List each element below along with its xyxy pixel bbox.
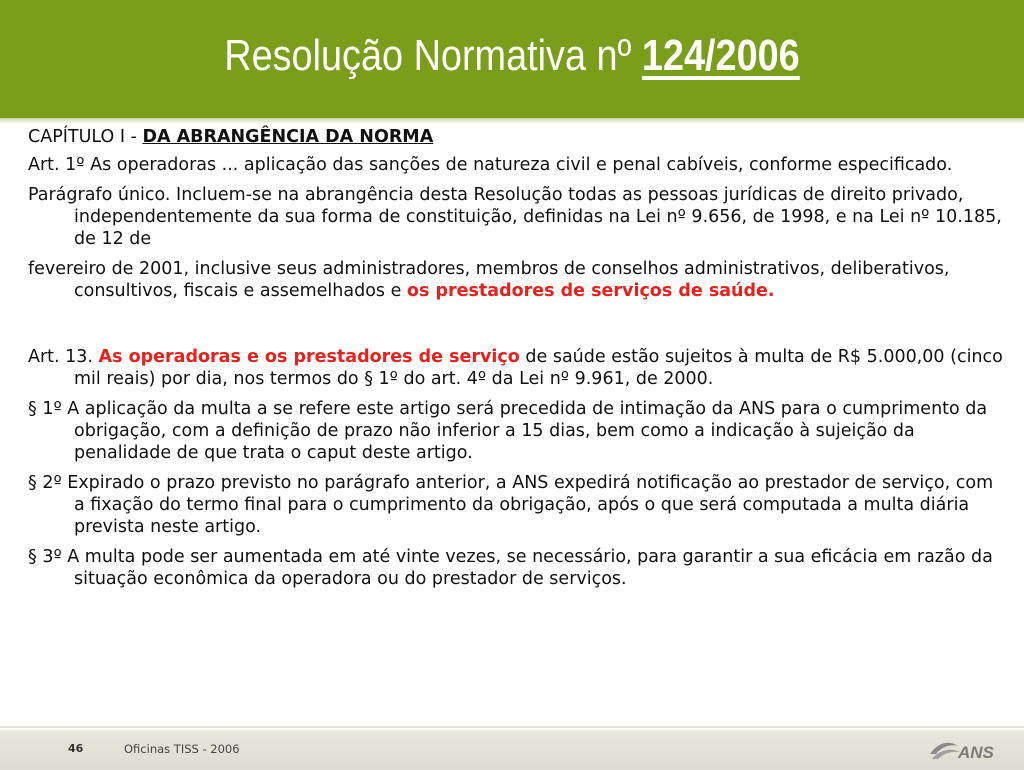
paragraph-3: § 3º A multa pode ser aumentada em até vinte vezes, se necessário, para garantir a sua eficácia em razão da situação econômica da operadora ou do prestador de serviços.: [28, 547, 993, 589]
footer-bar: [0, 726, 1024, 770]
slide-content: [28, 126, 1003, 598]
title-text: Resolução Normativa nº: [224, 31, 642, 80]
art13-highlight: As operadoras e os prestadores de serviço: [98, 347, 520, 367]
fevereiro-text: fevereiro de 2001, inclusive seus administradores, membros de conselhos administrativos, deliberativos, consultivos, fiscais e assemelhados e: [28, 259, 950, 301]
art13-paragraph: [28, 346, 1003, 390]
ans-logo-icon: [928, 736, 998, 764]
footer-text: Oficinas TISS - 2006: [124, 742, 240, 756]
page-number: 46: [68, 742, 84, 755]
slide-title: [72, 26, 953, 86]
fevereiro-paragraph: [28, 258, 1003, 302]
paragraph-1: § 1º A aplicação da multa a se refere este artigo será precedida de intimação da ANS para o cumprimento da obrigação, com a definição de prazo não inferior a 15 dias, bem como a indicação à sujeição da penalidade de que trata o caput deste artigo.: [28, 399, 988, 463]
header-bar: [0, 0, 1024, 118]
spacer: [28, 310, 1003, 346]
paragrafo-unico: Parágrafo único. Incluem-se na abrangência desta Resolução todas as pessoas jurídicas de direito privado, independentemente da sua forma de constituição, definidas na Lei nº 9.656, de 1998, e na Lei nº 10.185, de 12 de: [28, 185, 1002, 249]
header-shadow: [0, 118, 1024, 124]
logo-text: ANS: [958, 743, 994, 762]
paragraph-2: § 2º Expirado o prazo previsto no parágrafo anterior, a ANS expedirá notificação ao prestador de serviço, com a fixação do termo final para o cumprimento da obrigação, após o que será computada a multa diária prevista neste artigo.: [28, 473, 994, 537]
art1-paragraph: Art. 1º As operadoras ... aplicação das sanções de natureza civil e penal cabíveis, conforme especificado.: [28, 155, 953, 175]
chapter-section: DA ABRANGÊNCIA DA NORMA: [142, 127, 434, 147]
chapter-heading: [28, 126, 1003, 148]
art13-rest: de saúde estão sujeitos à multa de R$ 5.000,00 (cinco mil reais) por dia, nos termos do § 1º do art. 4º da Lei nº 9.961, de 2000.: [74, 347, 1003, 389]
art13-prefix: Art. 13.: [28, 347, 99, 367]
title-number: 124/2006: [641, 31, 800, 80]
fevereiro-highlight: os prestadores de serviços de saúde.: [406, 281, 775, 301]
chapter-label: CAPÍTULO I -: [28, 127, 143, 147]
